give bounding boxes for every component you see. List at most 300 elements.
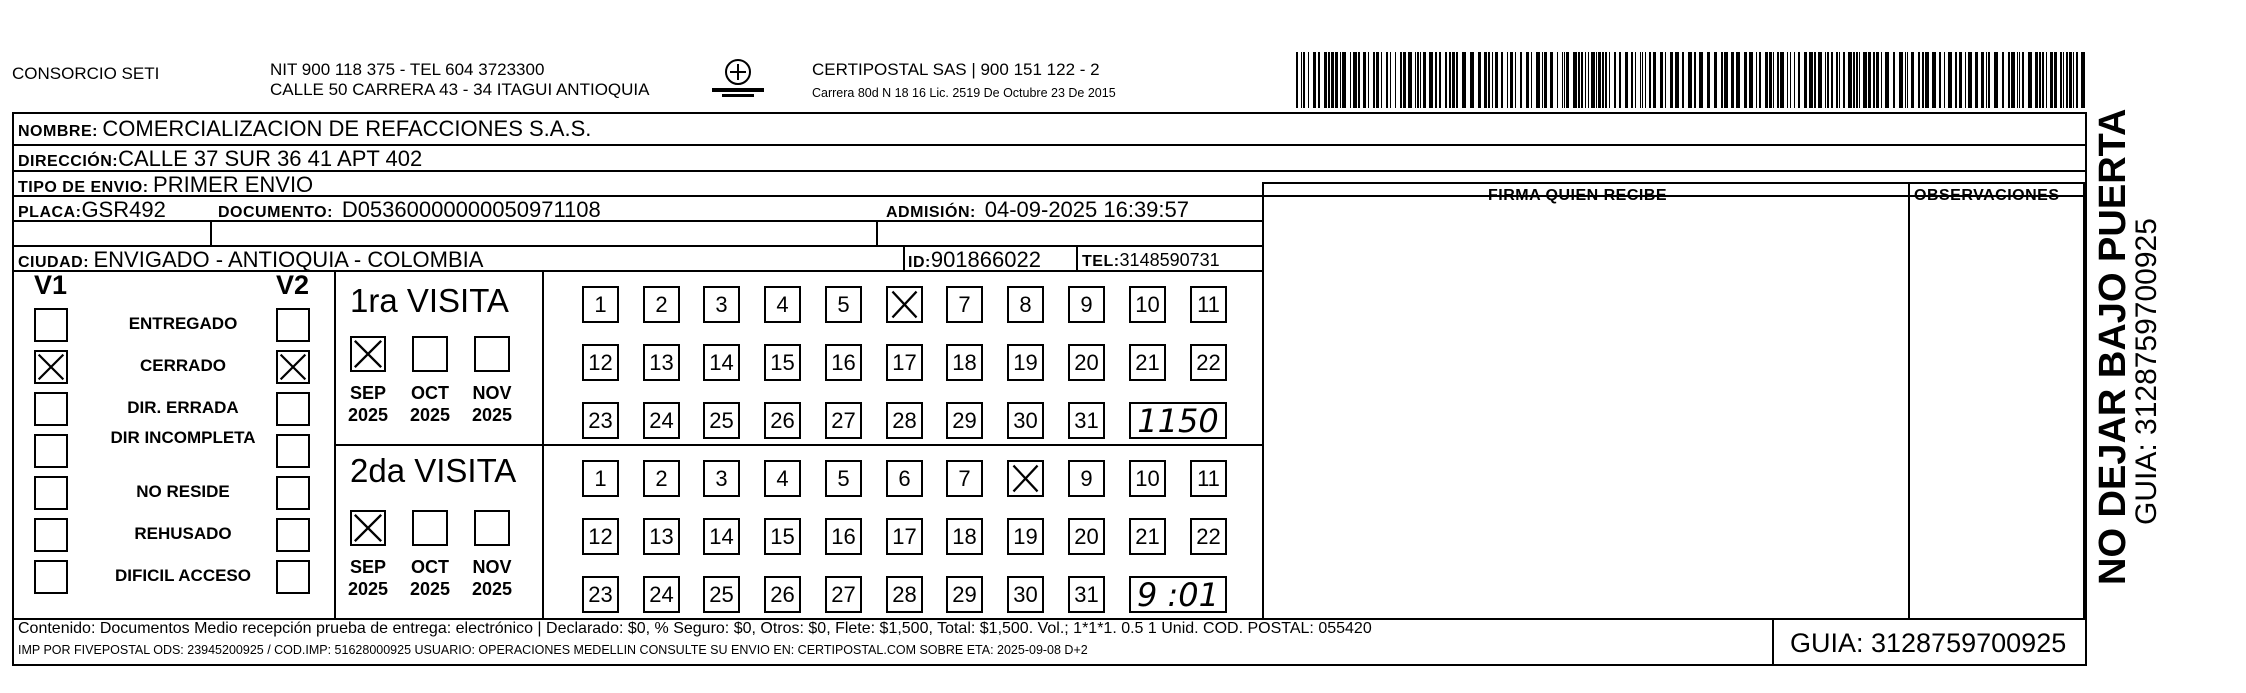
barcode-bar — [1756, 52, 1757, 108]
barcode-bar — [1335, 52, 1338, 108]
barcode-bar — [1804, 52, 1807, 108]
barcode-bar — [2011, 52, 2015, 108]
barcode-bar — [1470, 52, 1474, 108]
barcode-bar — [1452, 52, 1455, 108]
barcode-bar — [1614, 52, 1616, 108]
barcode-bar — [1368, 52, 1369, 108]
visit2-day-box[interactable]: 10 — [1129, 460, 1166, 497]
barcode-bar — [1724, 52, 1728, 108]
barcode-bar — [1484, 52, 1487, 108]
barcode-bar — [1731, 52, 1734, 108]
barcode-bar — [1478, 52, 1481, 108]
barcode-bar — [1665, 52, 1666, 108]
barcode-bar — [1670, 52, 1673, 108]
tel-row: TEL:3148590731 — [1082, 250, 1220, 270]
barcode-bar — [1526, 52, 1529, 108]
visit1-day-box[interactable]: 1 — [582, 286, 619, 323]
visit2-month-checkbox-nov[interactable] — [474, 510, 510, 546]
visit1-day-box[interactable]: 9 — [1068, 286, 1105, 323]
barcode-bar — [1605, 52, 1607, 108]
barcode-bar — [1609, 52, 1610, 108]
barcode-bar — [1642, 52, 1643, 108]
ciudad-row: CIUDAD: ENVIGADO - ANTIOQUIA - COLOMBIA — [18, 247, 484, 272]
barcode-bar — [1675, 52, 1679, 108]
barcode-bar — [2081, 52, 2085, 108]
barcode-bar — [1699, 52, 1703, 108]
visit2-day-box[interactable]: 17 — [886, 518, 923, 555]
barcode-bar — [1429, 52, 1433, 108]
barcode-bar — [1773, 52, 1774, 108]
visit1-day-box[interactable]: 11 — [1190, 286, 1227, 323]
barcode-bar — [1893, 52, 1895, 108]
side-notice: NO DEJAR BAJO PUERTA — [2092, 108, 2134, 585]
visit1-day-box[interactable]: 14 — [703, 344, 740, 381]
v1-checkbox-4[interactable] — [34, 476, 68, 510]
x-mark-icon — [352, 338, 384, 370]
barcode-bar — [2039, 52, 2041, 108]
tel-value: 3148590731 — [1119, 250, 1220, 270]
barcode-bar — [1562, 52, 1563, 108]
barcode-bar — [1488, 52, 1490, 108]
barcode-bar — [1381, 52, 1382, 108]
barcode-bar — [1435, 52, 1437, 108]
barcode-bar — [2046, 52, 2047, 108]
tipo-row: TIPO DE ENVIO: PRIMER ENVIO — [18, 172, 314, 197]
visit2-month-label: SEP 2025 — [347, 557, 389, 599]
visit1-day-box[interactable]: 19 — [1007, 344, 1044, 381]
barcode-bar — [1588, 52, 1589, 108]
barcode-bar — [1350, 52, 1351, 108]
barcode-bar — [1631, 52, 1633, 108]
barcode-bar — [2042, 52, 2044, 108]
barcode-bar — [1439, 52, 1441, 108]
visit1-day-box[interactable]: 3 — [703, 286, 740, 323]
barcode-bar — [1925, 52, 1929, 108]
barcode-bar — [1825, 52, 1826, 108]
visit2-day-box[interactable]: 19 — [1007, 518, 1044, 555]
barcode-bar — [1988, 52, 1990, 108]
barcode-bar — [1415, 52, 1416, 108]
barcode-bar — [1542, 52, 1543, 108]
barcode-bar — [1856, 52, 1858, 108]
barcode-bar — [1994, 52, 1998, 108]
address-line: CALLE 50 CARRERA 43 - 34 ITAGUI ANTIOQUIA — [270, 80, 650, 99]
barcode-bar — [1986, 52, 1987, 108]
barcode-bar — [1959, 52, 1962, 108]
visit2-time-box[interactable] — [1129, 576, 1227, 613]
barcode-bar — [2019, 52, 2020, 108]
status-option-label: DIR INCOMPLETA — [110, 428, 256, 447]
barcode-bar — [1449, 52, 1451, 108]
footer-imp: IMP POR FIVEPOSTAL ODS: 23945200925 / COD.IMP: 51628000925 USUARIO: OPERACIONES MEDELLIN CONSULTE SU ENVIO EN: CERTIPOSTAL.COM SOBRE ETA: 2025-09-08 D+2 — [18, 643, 1088, 657]
visit1-day-box[interactable]: 17 — [886, 344, 923, 381]
direccion-value: CALLE 37 SUR 36 41 APT 402 — [118, 146, 423, 171]
barcode-bar — [1602, 52, 1604, 108]
id-value: 901866022 — [930, 247, 1041, 272]
barcode-bar — [1358, 52, 1360, 108]
barcode-bar — [1814, 52, 1816, 108]
barcode-bar — [1462, 52, 1466, 108]
barcode-bar — [1975, 52, 1978, 108]
barcode-bar — [1318, 52, 1320, 108]
visit1-month-checkbox-oct[interactable] — [412, 336, 448, 372]
barcode-bar — [1596, 52, 1597, 108]
barcode-bar — [1515, 52, 1516, 108]
barcode-bar — [1581, 52, 1583, 108]
barcode-bar — [1907, 52, 1908, 108]
barcode-bar — [1918, 52, 1920, 108]
barcode-bar — [2022, 52, 2024, 108]
barcode-bar — [1981, 52, 1984, 108]
placa-value: GSR492 — [81, 197, 166, 222]
barcode-bar — [1744, 52, 1747, 108]
visit2-day-box[interactable]: 9 — [1068, 460, 1105, 497]
barcode-bar — [2028, 52, 2032, 108]
visit2-day-box[interactable]: 31 — [1068, 576, 1105, 613]
visit1-day-box[interactable]: 21 — [1129, 344, 1166, 381]
barcode-bar — [1827, 52, 1829, 108]
barcode-bar — [1968, 52, 1972, 108]
visit1-time-box[interactable] — [1129, 402, 1227, 439]
barcode-bar — [1721, 52, 1723, 108]
carrier-line: CERTIPOSTAL SAS | 900 151 122 - 2 — [812, 60, 1100, 79]
barcode-bar — [1653, 52, 1656, 108]
visit2-month-label: OCT 2025 — [409, 557, 451, 599]
barcode-bar — [1868, 52, 1871, 108]
barcode-bar — [1573, 52, 1577, 108]
ciudad-value: ENVIGADO - ANTIOQUIA - COLOMBIA — [93, 247, 484, 272]
direccion-row: DIRECCIÓN:CALLE 37 SUR 36 41 APT 402 — [18, 146, 423, 171]
barcode-bar — [1769, 52, 1772, 108]
visit1-day-box[interactable]: 20 — [1068, 344, 1105, 381]
visit1-day-box[interactable]: 28 — [886, 402, 923, 439]
visit1-day-box[interactable]: 29 — [946, 402, 983, 439]
barcode-bar — [1848, 52, 1852, 108]
footer-guia: GUIA: 3128759700925 — [1790, 628, 2067, 658]
visit2-month-checkbox-oct[interactable] — [412, 510, 448, 546]
barcode-bar — [1495, 52, 1498, 108]
visit2-day-box[interactable]: 24 — [643, 576, 680, 613]
v1-checkbox-2[interactable] — [34, 392, 68, 426]
barcode-bar — [1777, 52, 1779, 108]
barcode-bar — [1417, 52, 1419, 108]
barcode-bar — [1640, 52, 1641, 108]
visit1-day-box[interactable]: 13 — [643, 344, 680, 381]
company-name: CONSORCIO SETI — [12, 64, 160, 83]
visit2-day-box[interactable]: 16 — [825, 518, 862, 555]
status-option-label: NO RESIDE — [136, 482, 230, 501]
barcode-bar — [1863, 52, 1867, 108]
visit1-day-box[interactable]: 27 — [825, 402, 862, 439]
visit2-day-box[interactable]: 13 — [643, 518, 680, 555]
barcode-bar — [1313, 52, 1316, 108]
carrier-logo-icon — [708, 58, 768, 100]
visit2-day-box[interactable]: 15 — [764, 518, 801, 555]
barcode-bar — [1544, 52, 1547, 108]
barcode-bar — [1373, 52, 1375, 108]
admision-value: 04-09-2025 16:39:57 — [984, 197, 1190, 222]
barcode-bar — [1765, 52, 1768, 108]
visit2-day-box[interactable]: 30 — [1007, 576, 1044, 613]
barcode-bar — [1400, 52, 1402, 108]
visit1-day-box[interactable]: 10 — [1129, 286, 1166, 323]
barcode-bar — [1790, 52, 1791, 108]
visit1-month-checkbox-sep[interactable] — [350, 336, 386, 372]
visit1-day-box[interactable]: 16 — [825, 344, 862, 381]
v1-checkbox-1[interactable] — [34, 350, 68, 384]
barcode-bar — [1331, 52, 1334, 108]
barcode-bar — [1507, 52, 1508, 108]
visit1-day-box[interactable]: 31 — [1068, 402, 1105, 439]
barcode-bar — [1939, 52, 1941, 108]
visit1-day-box[interactable]: 4 — [764, 286, 801, 323]
barcode-bar — [1759, 52, 1761, 108]
barcode-bar — [1578, 52, 1580, 108]
barcode-bar — [1492, 52, 1493, 108]
visit1-day-box[interactable]: 15 — [764, 344, 801, 381]
barcode-bar — [1536, 52, 1540, 108]
visit1-day-box[interactable]: 12 — [582, 344, 619, 381]
visit2-day-box[interactable]: 29 — [946, 576, 983, 613]
side-guia: GUIA: 3128759700925 — [2130, 218, 2163, 525]
visit1-day-box[interactable]: 8 — [1007, 286, 1044, 323]
visit1-day-box[interactable]: 24 — [643, 402, 680, 439]
documento-value: D05360000000050971108 — [341, 197, 601, 222]
barcode-bar — [1881, 52, 1882, 108]
barcode-bar — [1905, 52, 1906, 108]
status-option-label: REHUSADO — [134, 524, 232, 543]
barcode-bar — [1831, 52, 1833, 108]
visit2-month-label: NOV 2025 — [471, 557, 513, 599]
barcode-bar — [1682, 52, 1684, 108]
visit2-day-box[interactable]: 7 — [946, 460, 983, 497]
visit1-day-box[interactable]: 2 — [643, 286, 680, 323]
barcode-bar — [1839, 52, 1840, 108]
v1-checkbox-6[interactable] — [34, 560, 68, 594]
barcode-bar — [2069, 52, 2072, 108]
barcode-bar — [1520, 52, 1522, 108]
barcode-bar — [1787, 52, 1788, 108]
documento-row: DOCUMENTO: D05360000000050971108 — [218, 197, 601, 222]
barcode-bar — [2073, 52, 2074, 108]
barcode-bar — [1688, 52, 1692, 108]
visit2-day-box[interactable]: 12 — [582, 518, 619, 555]
barcode-bar — [1736, 52, 1740, 108]
barcode-bar — [1386, 52, 1388, 108]
barcode-bar — [1932, 52, 1936, 108]
barcode-bar — [1395, 52, 1396, 108]
v1-checkbox-0[interactable] — [34, 308, 68, 342]
visit2-day-box[interactable]: 3 — [703, 460, 740, 497]
visit1-day-box[interactable]: 26 — [764, 402, 801, 439]
barcode-bar — [1353, 52, 1357, 108]
v1-checkbox-5[interactable] — [34, 518, 68, 552]
barcode-bar — [1531, 52, 1532, 108]
barcode-bar — [1598, 52, 1601, 108]
barcode-bar — [1853, 52, 1855, 108]
v2-label: V2 — [276, 270, 310, 300]
barcode-bar — [1694, 52, 1696, 108]
barcode-bar — [2063, 52, 2064, 108]
barcode-bar — [1296, 52, 1298, 108]
visit2-day-box[interactable]: 18 — [946, 518, 983, 555]
barcode-bar — [1619, 52, 1621, 108]
barcode-bar — [1403, 52, 1406, 108]
barcode-bar — [1376, 52, 1379, 108]
barcode-bar — [1591, 52, 1595, 108]
visit1-title: 1ra VISITA — [350, 282, 509, 319]
visit2-month-checkbox-sep[interactable] — [350, 510, 386, 546]
visit2-day-box[interactable]: 20 — [1068, 518, 1105, 555]
barcode-bar — [1423, 52, 1426, 108]
barcode-bar — [1843, 52, 1845, 108]
barcode-bar — [1585, 52, 1586, 108]
v1-label: V1 — [34, 270, 68, 300]
visit1-time-value: 1150 — [1137, 401, 1219, 440]
v1-checkbox-3[interactable] — [34, 434, 68, 468]
visit2-day-box[interactable] — [1007, 460, 1044, 497]
barcode-bar — [1944, 52, 1945, 108]
visit2-day-box[interactable]: 25 — [703, 576, 740, 613]
barcode-bar — [1363, 52, 1366, 108]
x-mark-icon — [36, 352, 66, 382]
barcode-bar — [2054, 52, 2057, 108]
visit1-day-box[interactable]: 30 — [1007, 402, 1044, 439]
barcode-bar — [1660, 52, 1663, 108]
barcode-bar — [1955, 52, 1957, 108]
visit2-day-box[interactable]: 22 — [1190, 518, 1227, 555]
barcode-bar — [1714, 52, 1717, 108]
visit1-month-label: OCT 2025 — [409, 383, 451, 425]
barcode-bar — [2066, 52, 2068, 108]
nombre-row: NOMBRE: COMERCIALIZACION DE REFACCIONES S.A.S. — [18, 116, 592, 141]
status-option-label: DIR. ERRADA — [127, 398, 239, 417]
barcode-bar — [1635, 52, 1636, 108]
barcode-bar — [1550, 52, 1553, 108]
barcode-bar — [1859, 52, 1860, 108]
visit2-day-box[interactable]: 28 — [886, 576, 923, 613]
barcode-bar — [1557, 52, 1558, 108]
barcode-bar — [1308, 52, 1309, 108]
status-option-label: DIFICIL ACCESO — [114, 566, 251, 585]
visit2-day-box[interactable]: 14 — [703, 518, 740, 555]
visit2-day-box[interactable]: 27 — [825, 576, 862, 613]
visit1-day-box[interactable]: 25 — [703, 402, 740, 439]
barcode-bar — [1501, 52, 1503, 108]
barcode-bar — [1809, 52, 1813, 108]
barcode-bar — [1885, 52, 1889, 108]
placa-row: PLACA:GSR492 — [18, 197, 166, 222]
visit2-time-value: 9 :01 — [1136, 575, 1220, 614]
barcode-bar — [1749, 52, 1753, 108]
barcode-bar — [1780, 52, 1784, 108]
status-option-label: CERRADO — [140, 356, 226, 375]
nombre-value: COMERCIALIZACION DE REFACCIONES S.A.S. — [102, 116, 592, 141]
barcode-bar — [1876, 52, 1879, 108]
barcode-bar — [1625, 52, 1628, 108]
visit2-day-box[interactable]: 4 — [764, 460, 801, 497]
admision-row: ADMISIÓN: 04-09-2025 16:39:57 — [886, 197, 1190, 222]
visit2-day-box[interactable]: 2 — [643, 460, 680, 497]
nit-line: NIT 900 118 375 - TEL 604 3723300 — [270, 60, 545, 79]
visit1-day-box[interactable]: 18 — [946, 344, 983, 381]
barcode-bar — [1911, 52, 1914, 108]
visit1-month-label: NOV 2025 — [471, 383, 513, 425]
barcode-bar — [1328, 52, 1330, 108]
x-mark-icon — [888, 288, 921, 321]
barcode — [1296, 52, 2086, 108]
barcode-bar — [1324, 52, 1327, 108]
barcode-bar — [1948, 52, 1952, 108]
barcode-bar — [1649, 52, 1651, 108]
barcode-bar — [2076, 52, 2078, 108]
carrier-sub: Carrera 80d N 18 16 Lic. 2519 De Octubre 23 De 2015 — [812, 86, 1116, 100]
visit1-month-checkbox-nov[interactable] — [474, 336, 510, 372]
visit1-day-box[interactable]: 7 — [946, 286, 983, 323]
visit1-day-box[interactable]: 22 — [1190, 344, 1227, 381]
x-mark-icon — [1009, 462, 1042, 495]
barcode-bar — [1798, 52, 1800, 108]
barcode-bar — [1510, 52, 1513, 108]
barcode-bar — [1340, 52, 1341, 108]
visit2-day-box[interactable]: 1 — [582, 460, 619, 497]
barcode-bar — [2008, 52, 2010, 108]
barcode-bar — [1564, 52, 1565, 108]
visit1-day-box[interactable] — [886, 286, 923, 323]
x-mark-icon — [352, 512, 384, 544]
barcode-bar — [1342, 52, 1346, 108]
visit1-day-box[interactable]: 5 — [825, 286, 862, 323]
barcode-bar — [1899, 52, 1903, 108]
barcode-bar — [1408, 52, 1412, 108]
barcode-bar — [1645, 52, 1646, 108]
barcode-bar — [1303, 52, 1305, 108]
id-row: ID:901866022 — [908, 247, 1041, 272]
barcode-bar — [1922, 52, 1924, 108]
visit2-day-box[interactable]: 5 — [825, 460, 862, 497]
visit2-title: 2da VISITA — [350, 452, 517, 489]
barcode-bar — [1390, 52, 1391, 108]
visit2-day-box[interactable]: 6 — [886, 460, 923, 497]
visit2-day-box[interactable]: 11 — [1190, 460, 1227, 497]
barcode-bar — [1794, 52, 1795, 108]
barcode-bar — [2002, 52, 2004, 108]
barcode-bar — [1566, 52, 1569, 108]
barcode-bar — [1873, 52, 1875, 108]
observaciones-label: OBSERVACIONES — [1914, 187, 2060, 204]
barcode-bar — [1445, 52, 1447, 108]
barcode-bar — [2050, 52, 2053, 108]
barcode-bar — [1420, 52, 1421, 108]
barcode-bar — [1301, 52, 1302, 108]
barcode-bar — [1456, 52, 1458, 108]
tipo-value: PRIMER ENVIO — [153, 172, 314, 197]
barcode-bar — [2035, 52, 2038, 108]
footer-content: Contenido: Documentos Medio recepción prueba de entrega: electrónico | Declarado: $0, % Seguro: $0, Otros: $0, Flete: $1,500, Total: $1,500. Vol.; 1*1*1. 0.5 1 Unid. COD. POSTAL: 055420 — [18, 620, 1372, 637]
barcode-bar — [1707, 52, 1710, 108]
visit2-day-box[interactable]: 21 — [1129, 518, 1166, 555]
visit1-month-label: SEP 2025 — [347, 383, 389, 425]
visit2-day-box[interactable]: 26 — [764, 576, 801, 613]
barcode-bar — [1836, 52, 1838, 108]
barcode-bar — [1818, 52, 1822, 108]
visit1-day-box[interactable]: 23 — [582, 402, 619, 439]
firma-label: FIRMA QUIEN RECIBE — [1488, 187, 1668, 204]
status-option-label: ENTREGADO — [128, 314, 238, 333]
barcode-bar — [2017, 52, 2018, 108]
barcode-bar — [1965, 52, 1966, 108]
visit2-day-box[interactable]: 23 — [582, 576, 619, 613]
